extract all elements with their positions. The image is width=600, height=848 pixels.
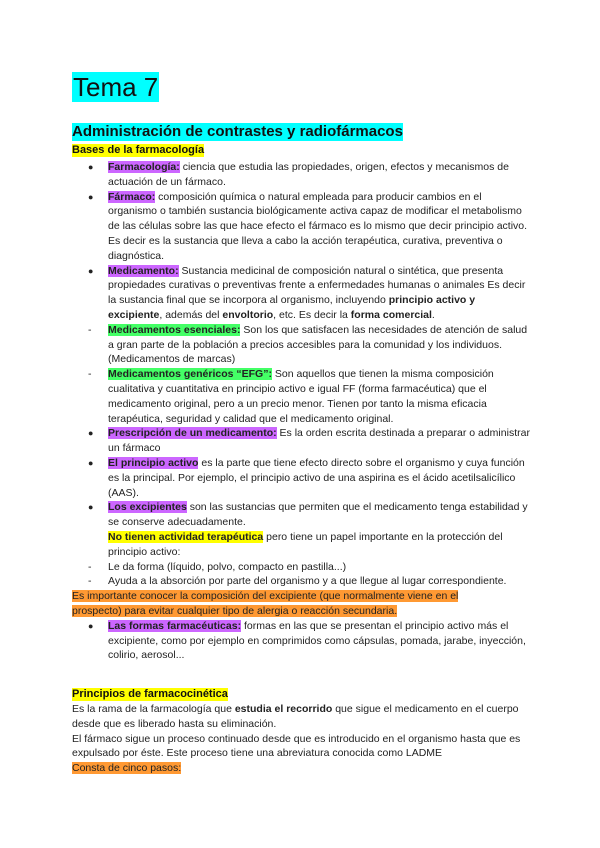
bullet-marker: ● xyxy=(88,265,94,276)
def-genericos: Son aquellos que tienen la misma composición cualitativa y cuantitativa en principio activo e igual FF (forma farmacéutica) que el medicamento original, pero a un precio menor. Tienen por tanto la misma eficacia terapéutica, seguridad y calidad que el medicamento original. xyxy=(108,368,494,425)
bullet-marker: ● xyxy=(88,191,94,202)
bullet-marker: ● xyxy=(88,162,94,172)
term-esenciales: Medicamentos esenciales: xyxy=(108,323,241,336)
def-medicamento-4: . xyxy=(431,308,435,321)
def-farmaco: composición química o natural empleada para producir cambios en el organismo o también sustancia biológicamente activa capaz de modificar el metabolismo de las células sobre las que hace efecto el fármaco es lo mismo que decir principio activo. Es decir es la sustancia que lleva a cabo la acción terapéutica, curativa, preventiva o diagnóstica. xyxy=(108,190,528,262)
pasos-text: Consta de cinco pasos: xyxy=(72,762,182,775)
def-medicamento-3: , etc. Es decir la xyxy=(273,308,351,321)
def-prescripcion: Es la orden escrita destinada a preparar o administrar un fármaco xyxy=(108,427,530,455)
dash-marker: - xyxy=(88,575,92,588)
dash-marker: - xyxy=(88,368,92,381)
def-excipientes: son las sustancias que permiten que el medicamento tenga estabilidad y se conserve adecuadamente. xyxy=(108,501,528,529)
list-item-genericos xyxy=(72,367,532,426)
term-formas: Las formas farmacéuticas: xyxy=(108,619,242,632)
def-esenciales: Son los que satisfacen las necesidades de atención de salud a gran parte de la población a precios accesibles para la comunidad y los individuos. (Medicamentos de marcas) xyxy=(108,323,528,366)
bullet-marker: ● xyxy=(88,428,94,439)
def-medicamento-2: , además del xyxy=(159,308,223,321)
text-ayuda: Ayuda a la absorción por parte del organismo y a que llegue al lugar correspondiente. xyxy=(108,575,507,588)
list-item-farmacologia xyxy=(72,160,532,190)
term-no-actividad: No tienen actividad terapéutica xyxy=(108,530,264,543)
list-item-medicamento xyxy=(72,264,532,323)
term-genericos: Medicamentos genéricos “EFG”: xyxy=(108,368,272,381)
list-item-prescripcion xyxy=(72,426,532,456)
list-item-esenciales xyxy=(72,323,532,367)
bullet-marker: ● xyxy=(88,620,94,631)
note-line-2: prospecto) para evitar cualquier tipo de alergia o reacción secundaria. xyxy=(72,604,398,617)
def-formas: formas en las que se presentan el principio activo más el excipiente, como por ejemplo en comprimidos como cápsulas, pomada, jarabe, inyección, colirio, aerosol... xyxy=(108,619,526,662)
paragraph-ladme: El fármaco sigue un proceso continuado desde que es introducido en el organismo hasta que es expulsado por éste. Este proceso tiene una abreviatura conocida como LADME xyxy=(72,732,521,760)
paragraph-rama xyxy=(72,702,532,732)
term-excipientes: Los excipientes xyxy=(108,501,187,514)
dash-marker: - xyxy=(88,560,92,573)
bold-principio-excipiente: principio activo y excipiente xyxy=(108,294,476,321)
term-principio-activo: El principio activo xyxy=(108,456,199,469)
def-principio-activo: es la parte que tiene efecto directo sobre el organismo y cuya función es la principal. Por ejemplo, el principio activo de una aspirina es el ácido acetilsalicílico (AAS). xyxy=(108,456,525,499)
def-medicamento-1: Sustancia medicinal de composición natural o sintética, que presenta propiedades curativas o preventivas frente a enfermedades humanas o animales Es decir la sustancia final que se incorpora al organismo, incluyendo xyxy=(108,264,526,307)
list-item-excipientes xyxy=(72,500,532,559)
bullet-marker: ● xyxy=(88,457,94,468)
farmacocinetica-content xyxy=(72,702,532,776)
rama-text-1: Es la rama de la farmacología que xyxy=(72,703,235,715)
note-line-1: Es importante conocer la composición del excipiente (que normalmente viene en el xyxy=(72,590,459,603)
def-no-actividad: pero tiene un papel importante en la protección del principio activo: xyxy=(108,530,503,558)
bold-forma-comercial: forma comercial xyxy=(350,308,432,321)
bold-envoltorio: envoltorio xyxy=(222,308,274,321)
term-farmaco: Fármaco: xyxy=(108,190,156,203)
term-prescripcion: Prescripción de un medicamento: xyxy=(108,427,277,440)
bold-recorrido: estudia el recorrido xyxy=(234,703,333,715)
term-medicamento: Medicamento: xyxy=(108,264,179,277)
text-forma: Le da forma (líquido, polvo, compacto en pastilla...) xyxy=(108,560,347,573)
list-item-forma xyxy=(72,560,532,575)
paragraph-pasos xyxy=(72,761,532,776)
page-title: Tema 7 xyxy=(73,72,159,102)
list-item-formas xyxy=(72,619,532,663)
term-farmacologia: Farmacología: xyxy=(108,161,180,173)
bullet-marker: ● xyxy=(88,502,94,513)
list-item-principio-activo xyxy=(72,456,532,500)
list-item-ayuda xyxy=(72,574,532,589)
subheading-farmacocinetica: Principios de farmacocinética xyxy=(72,688,228,700)
note-importante xyxy=(72,589,532,619)
rama-text-2: que sigue el medicamento en el cuerpo desde que es liberado hasta su eliminación. xyxy=(72,703,519,730)
dash-marker: - xyxy=(88,323,92,336)
subheading-bases: Bases de la farmacología xyxy=(72,144,205,156)
def-farmacologia: ciencia que estudia las propiedades, origen, efectos y mecanismos de actuación de un fármaco. xyxy=(108,161,509,188)
bases-content xyxy=(72,160,532,663)
section-heading: Administración de contrastes y radiofármacos xyxy=(72,123,403,140)
list-item-farmaco xyxy=(72,190,532,264)
